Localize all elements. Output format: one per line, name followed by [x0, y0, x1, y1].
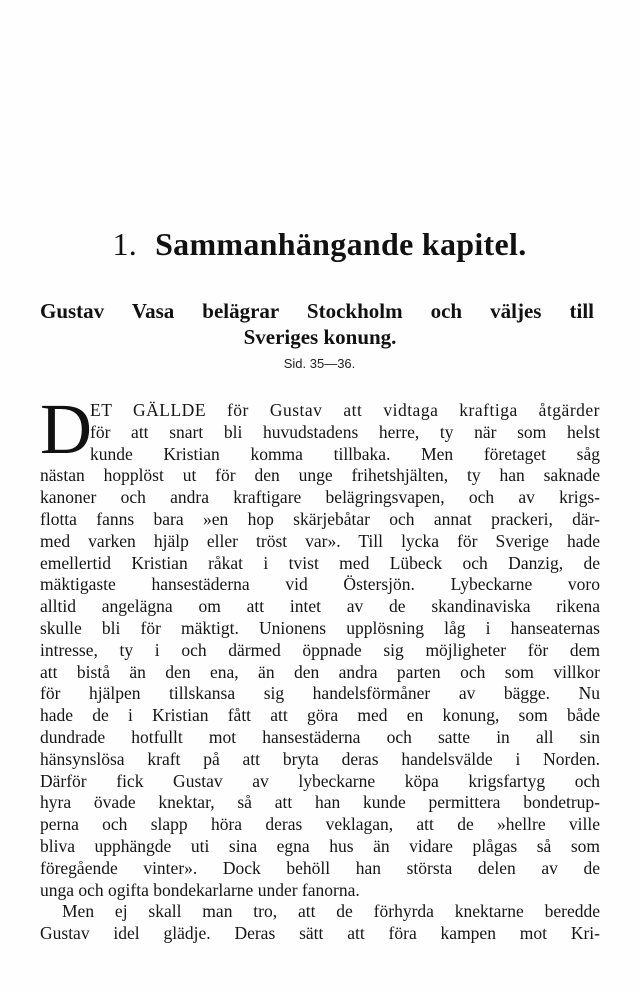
section-title: [40, 298, 600, 350]
section-title-line-2: Sveriges konung.: [243, 325, 397, 349]
chapter-heading: [0, 226, 639, 263]
body-line: mäktigaste hansestäderna vid Östersjön. Lybeckarne voro: [40, 574, 600, 595]
drop-cap-wrapped-lines: [40, 400, 600, 465]
body-line: med varken hjälp eller tröst var». Till lycka för Sverige hade: [40, 530, 600, 551]
body-line: skulle bli för mäktigt. Unionens upplösning låg i hanseaternas: [40, 617, 600, 638]
body-line: flotta fanns bara »en hop skärjebåtar och annat prackeri, där-: [40, 508, 600, 529]
body-line: Men ej skall man tro, att de förhyrda knektarne beredde: [62, 901, 600, 922]
body-line: perna och slapp höra deras veklagan, att de »hellre ville: [40, 814, 600, 835]
chapter-number: 1.: [112, 226, 138, 262]
chapter-title: Sammanhängande kapitel.: [155, 226, 527, 262]
body-line: föregående vinter». Dock behöll han största delen av de: [40, 857, 600, 878]
body-line: ET GÄLLDE för Gustav att vidtaga kraftiga åtgärder: [90, 400, 600, 420]
section-title-line-1: Gustav Vasa belägrar Stockholm och väljes till: [40, 299, 594, 323]
body-text: [40, 400, 600, 945]
body-line: hyra övade knektar, så att han kunde permittera bondetrup-: [40, 792, 600, 813]
body-line: bliva upphängde uti sina egna hus än vidare plågas så som: [40, 835, 600, 856]
body-line: Gustav idel glädje. Deras sätt att föra kampen mot Kri-: [40, 923, 600, 944]
body-line: intresse, ty i och därmed öppnade sig möjligheter för dem: [40, 639, 600, 660]
body-line: alltid angelägna om att intet av de skandinaviska rikena: [40, 596, 600, 617]
body-line: Därför fick Gustav av lybeckarne köpa krigsfartyg och: [40, 770, 600, 791]
body-line: kunde Kristian komma tillbaka. Men företaget såg: [90, 443, 600, 464]
drop-cap: D: [40, 389, 92, 469]
body-line: hade de i Kristian fått att göra med en konung, som både: [40, 705, 600, 726]
body-line: nästan hopplöst ut för den unge frihetshjälten, ty han saknade: [40, 465, 600, 486]
body-line: unga och ogifta bondekarlarne under fanorna.: [40, 879, 360, 900]
body-line: för hjälpen tillskansa sig handelsförmåner av bägge. Nu: [40, 683, 600, 704]
body-line: dundrade hotfullt mot hansestäderna och satte in all sin: [40, 726, 600, 747]
body-line: att bistå än den ena, än den andra parten och som villkor: [40, 661, 600, 682]
body-line: för att snart bli huvudstadens herre, ty när som helst: [90, 421, 600, 442]
body-line: kanoner och andra kraftigare belägringsvapen, och av krigs-: [40, 487, 600, 508]
body-line: emellertid Kristian råkat i tvist med Lübeck och Danzig, de: [40, 552, 600, 573]
body-line: hänsynslösa kraft på att bryta deras handelsvälde i Norden.: [40, 748, 600, 769]
page-reference: Sid. 35—36.: [283, 356, 356, 371]
